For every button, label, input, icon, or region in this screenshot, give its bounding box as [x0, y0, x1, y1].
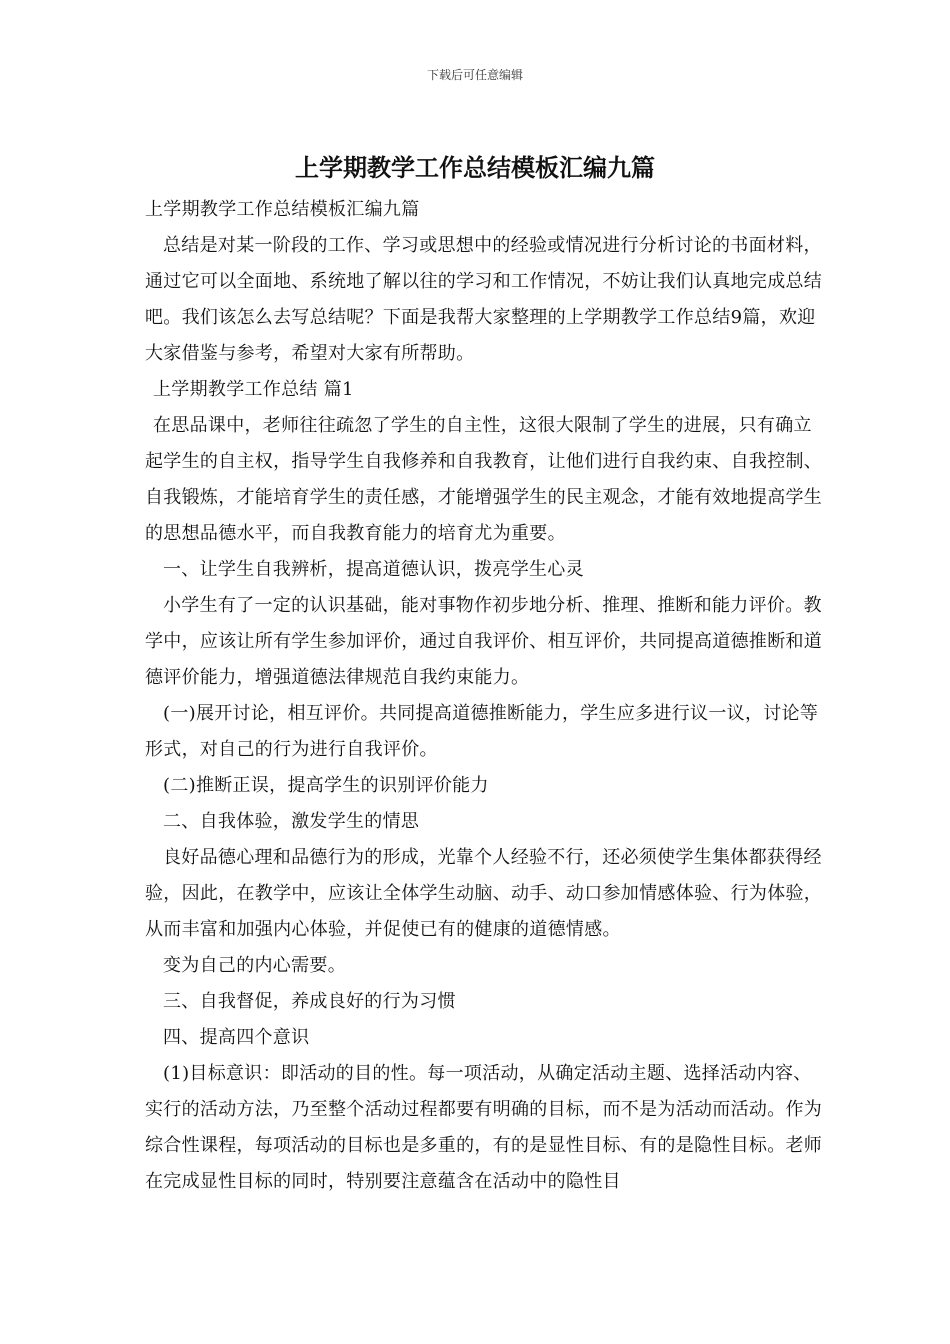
body-paragraph: 变为自己的内心需要。 — [163, 955, 346, 976]
section-heading: 二、自我体验，激发学生的情思 — [163, 811, 420, 832]
body-paragraph: (1)目标意识：即活动的目的性。每一项活动，从确定活动主题、选择活动内容、实行的活动方法，乃至整个活动过程都要有明确的目标，而不是为活动而活动。作为综合性课程，每项活动的目标也是多重的，有的是显性目标、有的是隐性目标。老师在完成显性目标的同时，特别要注意蕴含在活动中的隐性目 — [145, 1063, 823, 1192]
body-paragraph: (一)展开讨论，相互评价。共同提高道德推断能力，学生应多进行议一议，讨论等形式，对自己的行为进行自我评价。 — [145, 703, 819, 760]
section-heading-part1: 上学期教学工作总结 篇1 — [153, 379, 354, 400]
body-paragraph: 良好品德心理和品德行为的形成，光靠个人经验不行，还必须使学生集体都获得经验，因此，在教学中，应该让全体学生动脑、动手、动口参加情感体验、行为体验，从而丰富和加强内心体验，并促使已有的健康的道德情感。 — [145, 847, 823, 940]
sub-heading: (二)推断正误，提高学生的识别评价能力 — [163, 775, 489, 796]
section-heading: 三、自我督促，养成良好的行为习惯 — [163, 991, 456, 1012]
section-heading: 一、让学生自我辨析，提高道德认识，拨亮学生心灵 — [163, 559, 584, 580]
body-paragraph: 在思品课中，老师往往疏忽了学生的自主性，这很大限制了学生的进展，只有确立起学生的自主权，指导学生自我修养和自我教育，让他们进行自我约束、自我控制、自我锻炼，才能培育学生的责任感，才能增强学生的民主观念，才能有效地提高学生的思想品德水平，而自我教育能力的培育尤为重要。 — [145, 415, 823, 544]
section-heading: 四、提高四个意识 — [163, 1027, 310, 1048]
intro-paragraph: 总结是对某一阶段的工作、学习或思想中的经验或情况进行分析讨论的书面材料，通过它可以全面地、系统地了解以往的学习和工作情况，不妨让我们认真地完成总结吧。我们该怎么去写总结呢？下面是我帮大家整理的上学期教学工作总结9篇，欢迎大家借鉴与参考，希望对大家有所帮助。 — [145, 235, 823, 364]
document-title: 上学期教学工作总结模板汇编九篇 — [295, 153, 655, 182]
document-body — [145, 192, 825, 1200]
body-paragraph: 小学生有了一定的认识基础，能对事物作初步地分析、推理、推断和能力评价。教学中，应该让所有学生参加评价，通过自我评价、相互评价，共同提高道德推断和道德评价能力，增强道德法律规范自我约束能力。 — [145, 595, 823, 688]
header-note: 下载后可任意编辑 — [426, 68, 523, 82]
subtitle-paragraph: 上学期教学工作总结模板汇编九篇 — [145, 199, 420, 220]
